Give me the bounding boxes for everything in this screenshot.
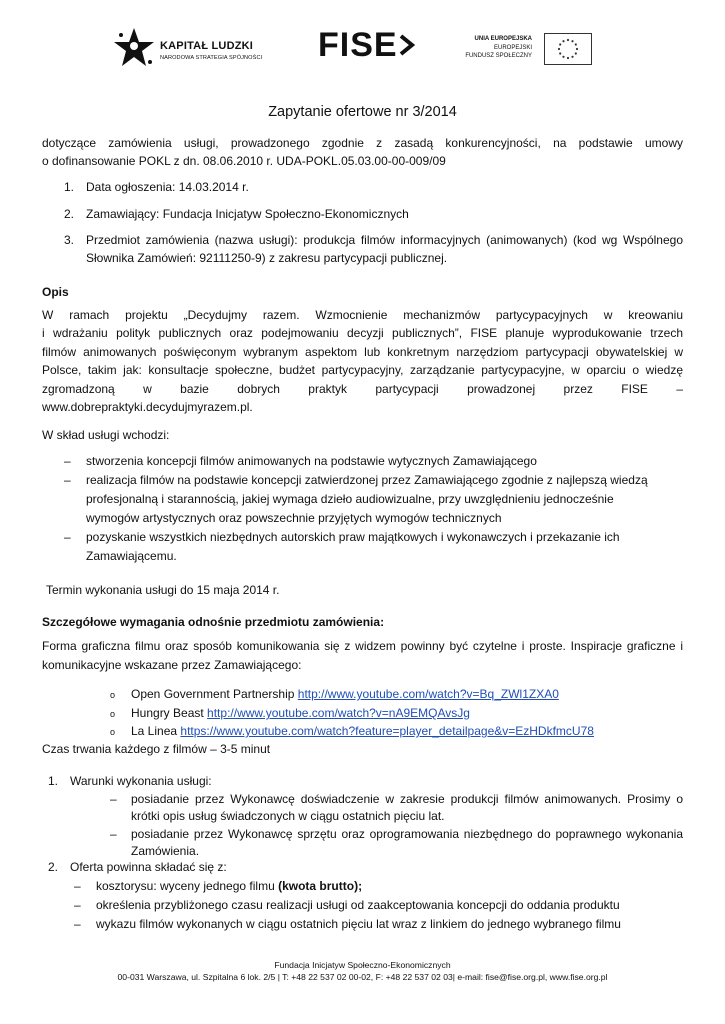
inspiration-item (131, 685, 559, 703)
sklad-item: Zamawiającemu. (86, 549, 177, 563)
termin-text: Termin wykonania usługi do 15 maja 2014 r. (46, 583, 280, 597)
oferta-item (96, 877, 362, 895)
warunki-item: posiadanie przez Wykonawcę doświadczenie w zakresie produkcji filmów animowanych. Prosimy o (131, 792, 683, 806)
inspiration-link[interactable]: http://www.youtube.com/watch?v=Bq_ZWl1ZXA0 (297, 687, 559, 701)
opis-line: filmów animowanych poświęconym wybranym aspektom lub konkretnym narzędziom partycypacji obywatelskiej w (42, 345, 683, 359)
section-heading-requirements: Szczegółowe wymagania odnośnie przedmiotu zamówienia: (42, 615, 385, 629)
sklad-item: pozyskanie wszystkich niezbędnych autorskich praw majątkowych i wykonawczych i przekazanie ich (86, 530, 620, 544)
oferta-heading: Oferta powinna składać się z: (70, 860, 227, 874)
intro-line: o dofinansowanie POKL z dn. 08.06.2010 r. UDA-POKL.05.03.00-00-009/09 (42, 154, 446, 168)
eu-line-1: UNIA EUROPEJSKA (474, 36, 532, 42)
circle-bullet: o (110, 727, 116, 737)
list-number: 2. (64, 207, 75, 221)
sklad-item: realizacja filmów na podstawie koncepcji zatwierdzonej przez Zamawiającego zgodnie z najlepszą wiedzą (86, 473, 648, 487)
list-item: Data ogłoszenia: 14.03.2014 r. (86, 180, 249, 194)
opis-line: i wdrażaniu polityk publicznych oraz podejmowaniu decyzji publicznych”, FISE planuje wyprodukowanie trzech (42, 326, 683, 340)
dash-bullet: – (64, 530, 71, 544)
circle-bullet: o (110, 709, 116, 719)
list-item: Przedmiot zamówienia (nazwa usługi): produkcja filmów informacyjnych (animowanych) (kod wg Wspólnego (86, 233, 683, 247)
list-number: 3. (64, 233, 75, 247)
warunki-heading: Warunki wykonania usługi: (70, 774, 212, 788)
kapital-ludzki-title: KAPITAŁ LUDZKI (160, 40, 254, 52)
list-number: 2. (48, 860, 59, 874)
inspiration-link[interactable]: http://www.youtube.com/watch?v=nA9EMQAvsJg (207, 706, 470, 720)
list-number: 1. (64, 180, 75, 194)
dash-bullet: – (74, 898, 81, 912)
oferta-item-bold: (kwota brutto); (278, 879, 363, 893)
circle-bullet: o (110, 690, 116, 700)
footer-org-name: Fundacja Inicjatyw Społeczno-Ekonomicznych (274, 960, 451, 970)
section-heading-opis: Opis (42, 285, 69, 299)
kapital-ludzki-logo (112, 26, 272, 70)
opis-line: Polsce, takim jak: konsultacje społeczne, budżet partycypacyjny, zarządzanie partycypacyjne, w oparciu o wiedzę (42, 363, 683, 377)
sklad-item: profesjonalną i starannością, jakiej wymaga dzieło audiowizualne, przy uwzględnieniu jednocześnie (86, 492, 614, 506)
forma-line: komunikacyjne wskazane przez Zamawiającego: (42, 658, 302, 672)
eu-line-3: FUNDUSZ SPOŁECZNY (465, 53, 532, 59)
opis-line: W ramach projektu „Decydujmy razem. Wzmocnienie mechanizmów partycypacyjnych w kreowaniu (42, 308, 683, 322)
fise-logo-text: FISE (318, 26, 398, 64)
header-logos (112, 22, 592, 74)
eu-logo (457, 33, 592, 67)
list-number: 1. (48, 774, 59, 788)
fise-arrow-icon (398, 34, 416, 56)
inspiration-name: La Linea (131, 724, 181, 738)
warunki-item: krótki opis usług świadczonych w ciągu ostatnich pięciu lat. (131, 809, 445, 823)
sklad-item: stworzenia koncepcji filmów animowanych na podstawie wytycznych Zamawiającego (86, 454, 537, 468)
forma-line: Forma graficzna filmu oraz sposób komunikowania się z widzem powinny być czytelne i proste. Inspiracje graficzne i (42, 639, 683, 653)
oferta-item: określenia przybliżonego czasu realizacji usługi od zaakceptowania koncepcji do oddania produktu (96, 898, 620, 912)
inspiration-name: Open Government Partnership (131, 687, 298, 701)
oferta-item-text: kosztorysu: wyceny jednego filmu (96, 879, 279, 893)
oferta-item: wykazu filmów wykonanych w ciągu ostatnich pięciu lat wraz z linkiem do jednego wybranego filmu (96, 917, 621, 931)
dash-bullet: – (64, 473, 71, 487)
warunki-item: Zamówienia. (131, 844, 200, 858)
sklad-heading: W skład usługi wchodzi: (42, 428, 170, 442)
opis-line: www.dobrepraktyki.decydujmyrazem.pl. (42, 400, 253, 414)
inspiration-name: Hungry Beast (131, 706, 208, 720)
dash-bullet: – (64, 454, 71, 468)
kapital-ludzki-star-icon (112, 26, 156, 70)
dash-bullet: – (110, 827, 117, 841)
dash-bullet: – (74, 917, 81, 931)
czas-text: Czas trwania każdego z filmów – 3-5 minut (42, 742, 271, 756)
inspiration-link[interactable]: https://www.youtube.com/watch?feature=player_detailpage&v=EzHDkfmcU78 (180, 724, 594, 738)
list-item: Słownika Zamówień: 92111250-9) z zakresu partycypacji publicznej. (86, 251, 448, 265)
inspiration-item (131, 722, 594, 740)
eu-flag-icon (544, 33, 592, 65)
list-item: Zamawiający: Fundacja Inicjatyw Społeczno-Ekonomicznych (86, 207, 409, 221)
warunki-item: posiadanie przez Wykonawcę sprzętu oraz oprogramowania niezbędnego do poprawnego wykonania (131, 827, 683, 841)
footer-address: 00-031 Warszawa, ul. Szpitalna 6 lok. 2/5 | T: +48 22 537 02 00-02, F: +48 22 537 02 03| e-mail: fise@fise.org.pl, www.fise.org.pl (117, 972, 608, 982)
kapital-ludzki-subtitle: NARODOWA STRATEGIA SPÓJNOŚCI (160, 55, 263, 61)
inspiration-item (131, 704, 470, 722)
sklad-item: wymogów artystycznych oraz powszechnie przyjętych wymogów technicznych (86, 511, 502, 525)
eu-line-2: EUROPEJSKI (493, 45, 532, 51)
document-title: Zapytanie ofertowe nr 3/2014 (268, 104, 457, 120)
dash-bullet: – (74, 879, 81, 893)
intro-line: dotyczące zamówienia usługi, prowadzonego zgodnie z zasadą konkurencyjności, na podstawie umowy (42, 136, 683, 150)
dash-bullet: – (110, 792, 117, 806)
opis-line: zgromadzoną w bazie dobrych praktyk partycypacji prowadzonej przez FISE – (42, 382, 683, 396)
